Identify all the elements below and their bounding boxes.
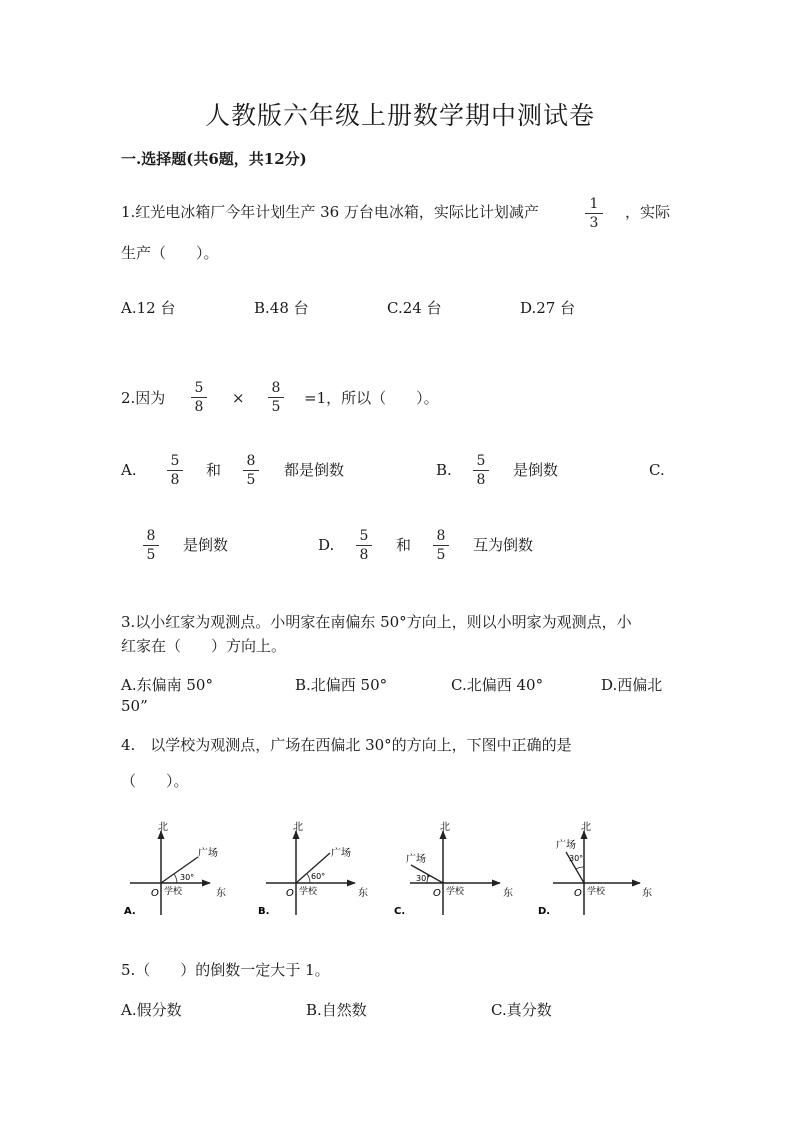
q4-a-origin: O xyxy=(151,888,159,899)
q4-b-angle: 60° xyxy=(311,872,326,881)
q5-line1: 5.（ ）的倒数一定大于 1。 xyxy=(121,961,330,979)
q1-option-b[interactable]: B.48 台 xyxy=(254,299,309,317)
q4-b-place: 广场 xyxy=(331,848,351,859)
q5-option-c[interactable]: C.真分数 xyxy=(491,1001,552,1019)
q4-d-north: 北 xyxy=(581,822,591,833)
q3-line1: 3.以小红家为观测点。小明家在南偏东 50°方向上，则以小明家为观测点，小 xyxy=(121,613,632,631)
q3-option-c[interactable]: C.北偏西 40° xyxy=(451,676,544,694)
q4-c-origin: O xyxy=(433,888,441,899)
q2-a-fraction-1: 5 8 xyxy=(167,453,183,488)
q4-c-angle: 30° xyxy=(416,874,431,883)
page-title: 人教版六年级上册数学期中测试卷 xyxy=(204,101,595,130)
q4-a-place: 广场 xyxy=(198,848,218,859)
q4-a-east: 东 xyxy=(216,888,226,899)
q4-d-origin: O xyxy=(574,888,582,899)
q1-line1: 1.红光电冰箱厂今年计划生产 36 万台电冰箱，实际比计划减产 xyxy=(121,203,539,221)
q4-a-north: 北 xyxy=(158,822,168,833)
q3-option-d[interactable]: D.西偏北 xyxy=(601,676,663,694)
q4-figure-d[interactable] xyxy=(538,821,652,917)
q2-d-fraction-2: 8 5 xyxy=(433,528,449,563)
q4-d-school: 学校 xyxy=(587,887,606,897)
q4-b-school: 学校 xyxy=(299,887,318,897)
q4-figures xyxy=(110,815,670,925)
q1-after: ，实际 xyxy=(625,203,671,221)
q4-c-east: 东 xyxy=(503,888,513,899)
q2-fraction-2: 8 5 xyxy=(268,380,284,415)
section-heading: 一.选择题(共6题，共12分) xyxy=(121,150,307,168)
q5-option-a[interactable]: A.假分数 xyxy=(121,1001,182,1019)
q3-line2: 红家在（ ）方向上。 xyxy=(121,637,287,655)
q4-figure-c[interactable] xyxy=(394,821,513,917)
q4-c-north: 北 xyxy=(440,822,450,833)
q1-line2: 生产（ ）。 xyxy=(121,244,219,262)
q4-a-angle: 30° xyxy=(180,873,195,882)
q4-d-place: 广场 xyxy=(556,840,576,851)
q3-option-b[interactable]: B.北偏西 50° xyxy=(295,676,388,694)
q4-line1: 4. 以学校为观测点，广场在西偏北 30°的方向上，下图中正确的是 xyxy=(121,736,572,754)
q5-option-b[interactable]: B.自然数 xyxy=(306,1001,367,1019)
q4-b-east: 东 xyxy=(358,888,368,899)
q4-d-label: D. xyxy=(538,906,551,917)
q3-option-d-wrap: 50” xyxy=(121,697,148,715)
q1-fraction: 1 3 xyxy=(585,196,603,231)
q4-b-north: 北 xyxy=(293,822,303,833)
q1-option-a[interactable]: A.12 台 xyxy=(121,299,176,317)
q3-option-a[interactable]: A.东偏南 50° xyxy=(121,676,213,694)
q2-times: × xyxy=(232,389,245,407)
q4-c-place: 广场 xyxy=(406,854,426,865)
q4-c-label: C. xyxy=(394,906,406,917)
q1-option-d[interactable]: D.27 台 xyxy=(520,299,576,317)
q2-b-fraction: 5 8 xyxy=(473,453,489,488)
q4-d-east: 东 xyxy=(642,888,652,899)
q4-a-label: A. xyxy=(124,906,136,917)
q4-c-school: 学校 xyxy=(446,887,465,897)
q4-line2: （ ）。 xyxy=(121,772,189,790)
q4-d-angle: 30° xyxy=(569,854,584,863)
q2-suffix: =1，所以（ ）。 xyxy=(304,389,439,407)
q4-a-school: 学校 xyxy=(164,887,183,897)
q2-fraction-1: 5 8 xyxy=(191,380,207,415)
q2-d-fraction-1: 5 8 xyxy=(356,528,372,563)
q2-c-fraction: 8 5 xyxy=(143,528,159,563)
q4-b-origin: O xyxy=(286,888,294,899)
q2-a-fraction-2: 8 5 xyxy=(243,453,259,488)
q4-figure-a[interactable] xyxy=(124,821,226,917)
q4-figure-b[interactable] xyxy=(258,821,368,917)
q4-b-label: B. xyxy=(258,906,270,917)
q1-option-c[interactable]: C.24 台 xyxy=(387,299,442,317)
q2-prefix: 2.因为 xyxy=(121,389,166,407)
